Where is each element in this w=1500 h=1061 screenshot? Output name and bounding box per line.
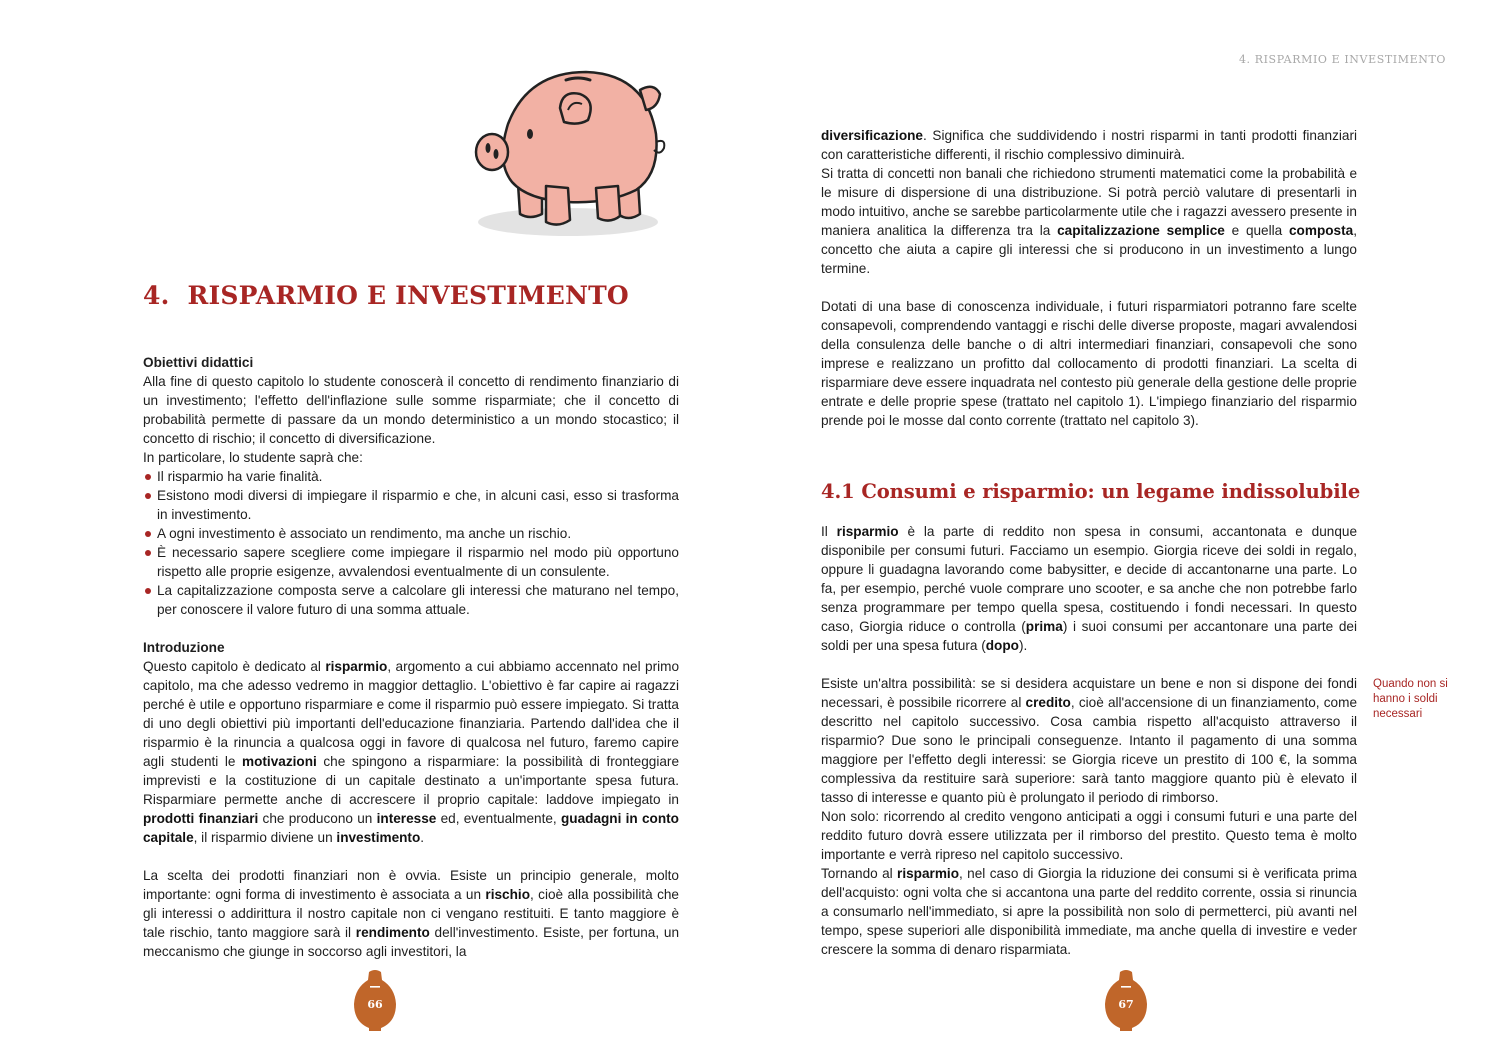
paragraph: Dotati di una base di conoscenza individuale, i futuri risparmiatori potranno fare scelte consapevoli, comprendendo vantaggi e rischi delle diverse proposte, magari avvalendosi della consulenza delle banche o di altri intermediari finanziari, consapevoli che sono imprese e realizzano un profitto dal collocamento di prodotti finanziari. La scelta di risparmiare deve essere inquadrata nel contesto più generale della gestione delle proprie entrate e delle proprie spese (trattato nel capitolo 1). L'impiego finanziario del risparmio prende poi le mosse dal conto corrente (trattato nel capitolo 3). <box>821 299 1357 428</box>
chapter-title-text: RISPARMIO E INVESTIMENTO <box>187 281 629 310</box>
page-number: 67 <box>1118 998 1134 1011</box>
paragraph: Il risparmio è la parte di reddito non spesa in consumi, accantonata e dunque disponibile per consumi futuri. Facciamo un esempio. Giorgia riceve dei soldi in regalo, oppure li guadagna lavorando come babysitter, e decide di accantonarne una parte. Lo fa, per esempio, perché vuole comprare uno scooter, e sa anche che non potrebbe farlo senza programmare per tempo quella spesa, costituendo i fondi necessari. In questo caso, Giorgia riduce o controlla (prima) i suoi consumi per accantonare una parte dei soldi per una spesa futura (dopo). <box>821 524 1358 653</box>
left-column <box>143 353 679 961</box>
chapter-title <box>143 281 629 310</box>
chapter-number: 4. <box>143 281 170 310</box>
page-number-badge <box>351 968 399 1032</box>
paragraph: Esiste un'altra possibilità: se si desidera acquistare un bene e non si dispone dei fondi necessari, è possibile ricorrere al credito, cioè all'accensione di un finanziamento, come descritto nel capitolo successivo. Cosa cambia rispetto all'acquisto attraverso il risparmio? Due sono le principali conseguenze. Intanto il pagamento di una somma maggiore per l'effetto degli interessi: se Giorgia riceve un prestito di 100 €, la somma complessiva da restituire sarà superiore: sarà tanto maggiore quanto più è elevato il tasso di interesse e quanto più è prolungato il periodo di rimborso. <box>821 676 1358 805</box>
intro-heading: Introduzione <box>143 640 225 655</box>
paragraph: diversificazione. Significa che suddividendo i nostri risparmi in tanti prodotti finanziari con caratteristiche differenti, il rischio complessivo diminuirà. <box>821 128 1357 162</box>
objectives-list <box>143 467 679 619</box>
piggy-bank-icon <box>468 64 668 244</box>
right-column-top <box>821 126 1357 430</box>
section-title: 4.1 Consumi e risparmio: un legame indissolubile <box>821 480 1361 503</box>
intro-paragraph: Questo capitolo è dedicato al risparmio, argomento a cui abbiamo accennato nel primo capitolo, ma che adesso vedremo in maggior dettaglio. L'obiettivo è far capire ai ragazzi perché è utile e opportuno risparmiare e come il risparmio può essere impiegato. Si tratta di uno degli obiettivi più importanti dell'educazione finanziaria. Partendo dall'idea che il risparmio è la rinuncia a qualcosa oggi in favore di qualcosa nel futuro, faremo capire agli studenti le motivazioni che spingono a risparmiare: la possibilità di fronteggiare imprevisti e la costituzione di un capitale destinato a un'importante spesa futura. Risparmiare permette anche di accrescere il proprio capitale: laddove impiegato in prodotti finanziari che producono un interesse ed, eventualmente, guadagni in conto capitale, il risparmio diviene un investimento. <box>143 659 680 845</box>
paragraph: Si tratta di concetti non banali che richiedono strumenti matematici come la probabilità e le misure di dispersione di una distribuzione. Si potrà perciò valutare di presentarli in modo intuitivo, anche se sarebbe particolarmente utile che i ragazzi avessero presente in maniera analitica la differenza tra la capitalizzazione semplice e quella composta, concetto che aiuta a capire gli interessi che si producono in un investimento a lungo termine. <box>821 166 1357 276</box>
right-column-bottom <box>821 522 1357 959</box>
list-item: È necessario sapere scegliere come impiegare il risparmio nel modo più opportuno rispetto alle proprie esigenze, avvalendosi eventualmente di un consulente. <box>143 543 679 581</box>
running-header: 4. RISPARMIO E INVESTIMENTO <box>1238 53 1446 66</box>
side-note: Quando non si hanno i soldi necessari <box>1373 678 1448 720</box>
choice-paragraph: La scelta dei prodotti finanziari non è ovvia. Esiste un principio generale, molto importante: ogni forma di investimento è associata a un rischio, cioè alla possibilità che gli interessi o addirittura il nostro capitale non ci vengano restituiti. E tanto maggiore è tale rischio, tanto maggiore sarà il rendimento dell'investimento. Esiste, per fortuna, un meccanismo che giunge in soccorso agli investitori, la <box>143 868 680 959</box>
list-item: A ogni investimento è associato un rendimento, ma anche un rischio. <box>143 524 679 543</box>
list-item: La capitalizzazione composta serve a calcolare gli interessi che maturano nel tempo, per conoscere il valore futuro di una somma attuale. <box>143 581 679 619</box>
page-number: 66 <box>367 998 383 1011</box>
objectives-lead: In particolare, lo studente saprà che: <box>143 450 363 465</box>
right-page <box>750 0 1500 1061</box>
page-number-badge <box>1102 968 1150 1032</box>
paragraph: Tornando al risparmio, nel caso di Giorgia la riduzione dei consumi si è verificata prima dell'acquisto: ogni volta che si accantona una parte del reddito corrente, ossia si rinuncia a consumarlo nell'immediato, si apre la possibilità non solo di permetterci, più avanti nel tempo, spese superiori alle disponibilità immediate, ma anche quella di investire e veder crescere la somma di denaro risparmiata. <box>821 866 1357 957</box>
objectives-heading: Obiettivi didattici <box>143 355 254 370</box>
objectives-intro: Alla fine di questo capitolo lo studente conoscerà il concetto di rendimento finanziario di un investimento; l'effetto dell'inflazione sulle somme risparmiate; che il concetto di probabilità permette di passare da un mondo deterministico a un mondo stocastico; il concetto di rischio; il concetto di diversificazione. <box>143 374 679 446</box>
list-item: Il risparmio ha varie finalità. <box>143 467 679 486</box>
list-item: Esistono modi diversi di impiegare il risparmio e che, in alcuni casi, esso si trasforma in investimento. <box>143 486 679 524</box>
paragraph: Non solo: ricorrendo al credito vengono anticipati a oggi i consumi futuri e una parte del reddito futuro dovrà essere utilizzata per il rimborso del prestito. Questo tema è molto importante e verrà ripreso nel capitolo successivo. <box>821 809 1357 862</box>
